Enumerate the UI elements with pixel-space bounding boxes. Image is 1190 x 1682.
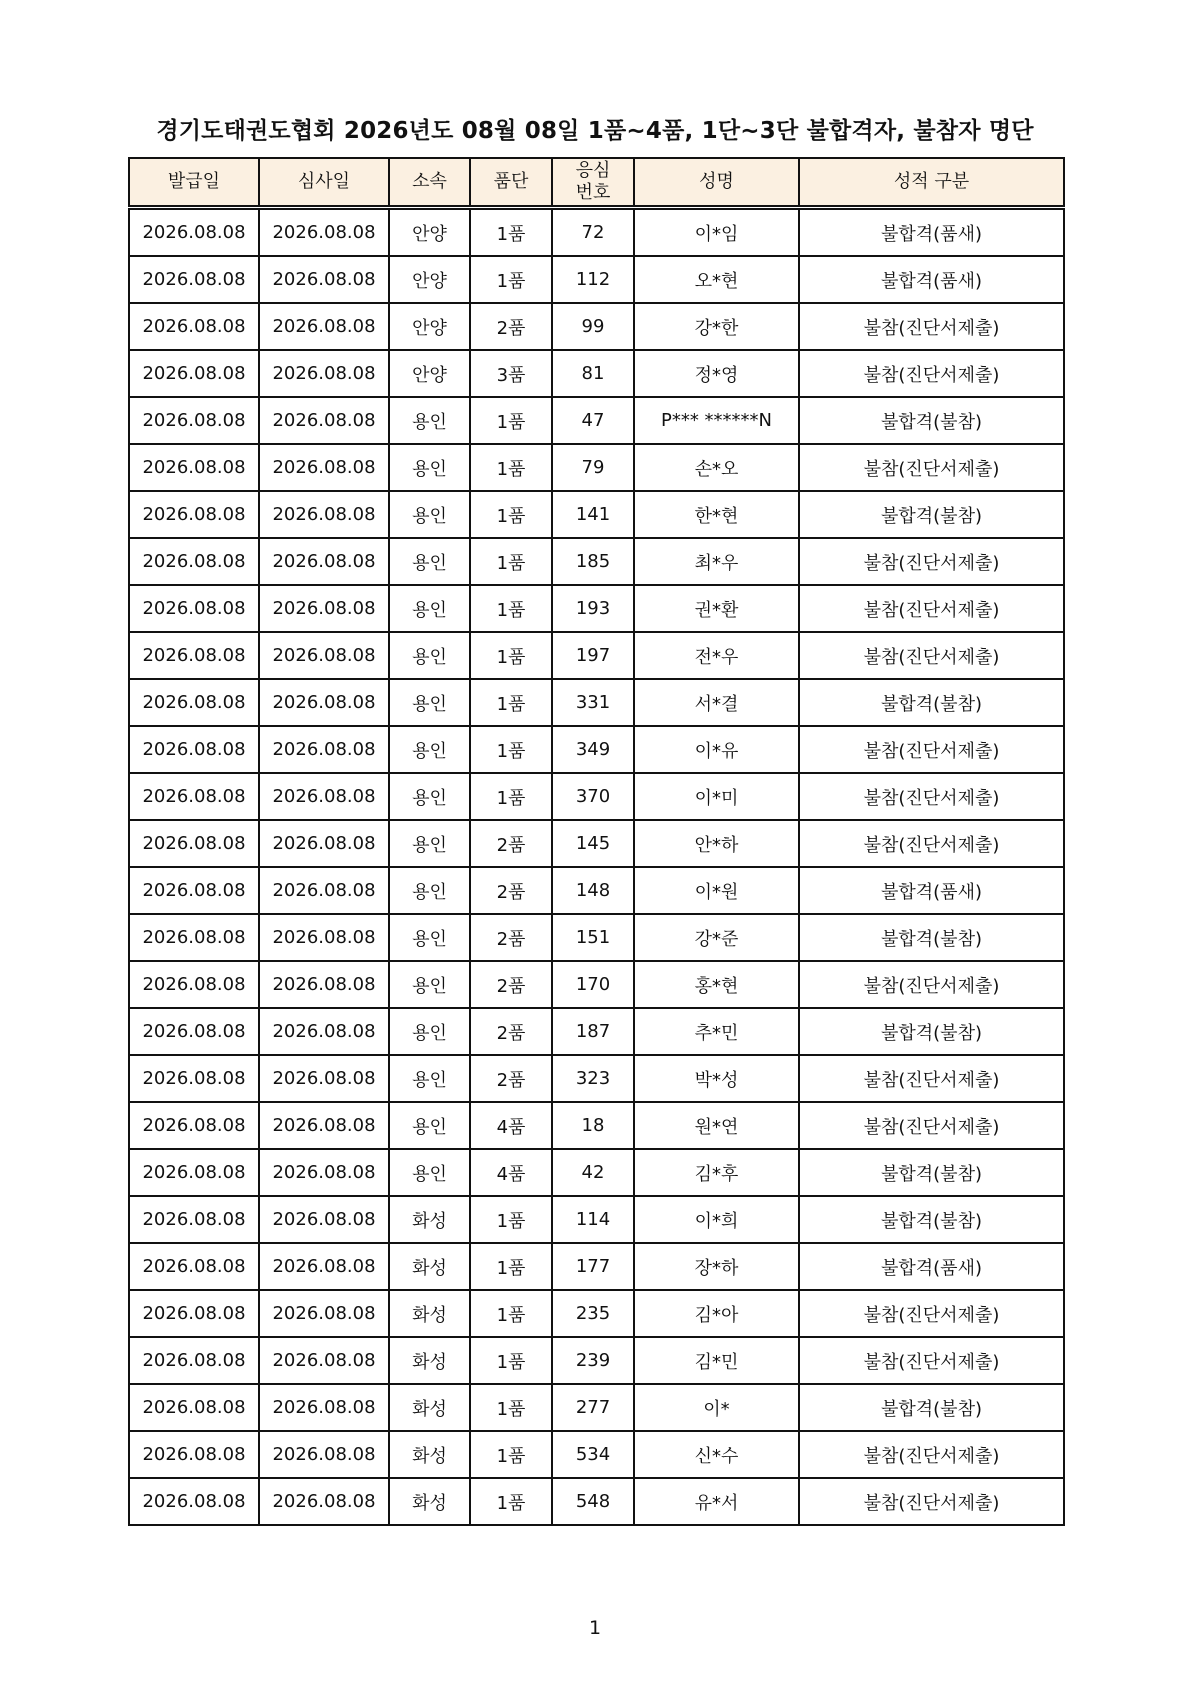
name-cell: 김*아	[634, 1290, 799, 1337]
exam-date-cell: 2026.08.08	[259, 961, 389, 1008]
table-row	[129, 1384, 1064, 1431]
branch-cell: 용인	[389, 538, 470, 585]
rank-cell: 2품	[470, 303, 552, 350]
table-row	[129, 632, 1064, 679]
exam-number-cell: 187	[552, 1008, 634, 1055]
page-title: 경기도태권도협회 2026년도 08월 08일 1품~4품, 1단~3단 불합격자, 불참자 명단	[156, 118, 1034, 144]
header-exam-number-line1: 응심	[575, 160, 611, 181]
issue-date-cell: 2026.08.08	[129, 1337, 259, 1384]
result-cell: 불참(진단서제출)	[799, 820, 1064, 867]
header-name: 성명	[634, 158, 799, 208]
name-cell: 김*민	[634, 1337, 799, 1384]
issue-date-cell: 2026.08.08	[129, 208, 259, 257]
branch-cell: 용인	[389, 1008, 470, 1055]
exam-date-cell: 2026.08.08	[259, 1008, 389, 1055]
branch-cell: 화성	[389, 1478, 470, 1525]
branch-cell: 용인	[389, 491, 470, 538]
results-table	[128, 157, 1065, 1526]
name-cell: 이*원	[634, 867, 799, 914]
branch-cell: 용인	[389, 397, 470, 444]
exam-date-cell: 2026.08.08	[259, 867, 389, 914]
exam-number-cell: 42	[552, 1149, 634, 1196]
exam-date-cell: 2026.08.08	[259, 1431, 389, 1478]
issue-date-cell: 2026.08.08	[129, 256, 259, 303]
exam-number-cell: 151	[552, 914, 634, 961]
exam-number-cell: 534	[552, 1431, 634, 1478]
name-cell: P*** ******N	[634, 397, 799, 444]
header-rank: 품단	[470, 158, 552, 208]
branch-cell: 화성	[389, 1431, 470, 1478]
exam-date-cell: 2026.08.08	[259, 679, 389, 726]
table-row	[129, 867, 1064, 914]
result-cell: 불합격(품새)	[799, 1243, 1064, 1290]
exam-number-cell: 141	[552, 491, 634, 538]
name-cell: 정*영	[634, 350, 799, 397]
result-cell: 불참(진단서제출)	[799, 1337, 1064, 1384]
rank-cell: 1품	[470, 726, 552, 773]
result-cell: 불참(진단서제출)	[799, 1055, 1064, 1102]
result-cell: 불합격(불참)	[799, 1149, 1064, 1196]
exam-number-cell: 370	[552, 773, 634, 820]
exam-number-cell: 18	[552, 1102, 634, 1149]
exam-date-cell: 2026.08.08	[259, 350, 389, 397]
branch-cell: 용인	[389, 867, 470, 914]
issue-date-cell: 2026.08.08	[129, 1008, 259, 1055]
rank-cell: 1품	[470, 1290, 552, 1337]
issue-date-cell: 2026.08.08	[129, 1243, 259, 1290]
branch-cell: 용인	[389, 726, 470, 773]
issue-date-cell: 2026.08.08	[129, 1196, 259, 1243]
result-cell: 불참(진단서제출)	[799, 773, 1064, 820]
name-cell: 강*준	[634, 914, 799, 961]
table-row	[129, 1008, 1064, 1055]
result-cell: 불합격(불참)	[799, 1384, 1064, 1431]
name-cell: 서*결	[634, 679, 799, 726]
issue-date-cell: 2026.08.08	[129, 585, 259, 632]
result-cell: 불합격(불참)	[799, 1196, 1064, 1243]
branch-cell: 용인	[389, 632, 470, 679]
exam-number-cell: 548	[552, 1478, 634, 1525]
table-row	[129, 726, 1064, 773]
rank-cell: 1품	[470, 1431, 552, 1478]
exam-number-cell: 170	[552, 961, 634, 1008]
result-cell: 불합격(불참)	[799, 679, 1064, 726]
exam-number-cell: 114	[552, 1196, 634, 1243]
rank-cell: 3품	[470, 350, 552, 397]
result-cell: 불참(진단서제출)	[799, 632, 1064, 679]
rank-cell: 2품	[470, 820, 552, 867]
name-cell: 박*성	[634, 1055, 799, 1102]
branch-cell: 용인	[389, 585, 470, 632]
issue-date-cell: 2026.08.08	[129, 1102, 259, 1149]
table-header-row	[129, 158, 1064, 208]
issue-date-cell: 2026.08.08	[129, 491, 259, 538]
exam-date-cell: 2026.08.08	[259, 491, 389, 538]
table-row	[129, 773, 1064, 820]
table-row	[129, 961, 1064, 1008]
header-exam-date: 심사일	[259, 158, 389, 208]
branch-cell: 용인	[389, 444, 470, 491]
name-cell: 한*현	[634, 491, 799, 538]
exam-date-cell: 2026.08.08	[259, 632, 389, 679]
result-cell: 불참(진단서제출)	[799, 1478, 1064, 1525]
rank-cell: 1품	[470, 397, 552, 444]
branch-cell: 화성	[389, 1196, 470, 1243]
name-cell: 전*우	[634, 632, 799, 679]
name-cell: 손*오	[634, 444, 799, 491]
issue-date-cell: 2026.08.08	[129, 1149, 259, 1196]
result-cell: 불참(진단서제출)	[799, 726, 1064, 773]
rank-cell: 1품	[470, 1478, 552, 1525]
issue-date-cell: 2026.08.08	[129, 961, 259, 1008]
rank-cell: 2품	[470, 867, 552, 914]
result-cell: 불참(진단서제출)	[799, 585, 1064, 632]
header-issue-date: 발급일	[129, 158, 259, 208]
result-cell: 불참(진단서제출)	[799, 1431, 1064, 1478]
branch-cell: 용인	[389, 1102, 470, 1149]
rank-cell: 2품	[470, 914, 552, 961]
name-cell: 이*	[634, 1384, 799, 1431]
branch-cell: 용인	[389, 1055, 470, 1102]
exam-date-cell: 2026.08.08	[259, 1478, 389, 1525]
branch-cell: 화성	[389, 1384, 470, 1431]
table-row	[129, 585, 1064, 632]
table-row	[129, 679, 1064, 726]
table-row	[129, 1431, 1064, 1478]
issue-date-cell: 2026.08.08	[129, 914, 259, 961]
issue-date-cell: 2026.08.08	[129, 1431, 259, 1478]
exam-date-cell: 2026.08.08	[259, 1102, 389, 1149]
issue-date-cell: 2026.08.08	[129, 350, 259, 397]
table-row	[129, 914, 1064, 961]
rank-cell: 1품	[470, 1196, 552, 1243]
exam-number-cell: 277	[552, 1384, 634, 1431]
issue-date-cell: 2026.08.08	[129, 444, 259, 491]
rank-cell: 1품	[470, 773, 552, 820]
branch-cell: 안양	[389, 256, 470, 303]
branch-cell: 용인	[389, 679, 470, 726]
name-cell: 장*하	[634, 1243, 799, 1290]
table-row	[129, 397, 1064, 444]
table-row	[129, 1055, 1064, 1102]
name-cell: 신*수	[634, 1431, 799, 1478]
name-cell: 권*환	[634, 585, 799, 632]
table-row	[129, 1149, 1064, 1196]
name-cell: 추*민	[634, 1008, 799, 1055]
name-cell: 유*서	[634, 1478, 799, 1525]
exam-number-cell: 323	[552, 1055, 634, 1102]
exam-number-cell: 197	[552, 632, 634, 679]
table-body	[129, 208, 1064, 1526]
name-cell: 오*현	[634, 256, 799, 303]
name-cell: 이*미	[634, 773, 799, 820]
result-cell: 불합격(품새)	[799, 256, 1064, 303]
rank-cell: 4품	[470, 1149, 552, 1196]
issue-date-cell: 2026.08.08	[129, 632, 259, 679]
branch-cell: 화성	[389, 1337, 470, 1384]
exam-date-cell: 2026.08.08	[259, 726, 389, 773]
rank-cell: 2품	[470, 1008, 552, 1055]
exam-number-cell: 193	[552, 585, 634, 632]
name-cell: 최*우	[634, 538, 799, 585]
rank-cell: 1품	[470, 491, 552, 538]
exam-number-cell: 331	[552, 679, 634, 726]
name-cell: 이*희	[634, 1196, 799, 1243]
table-row	[129, 491, 1064, 538]
rank-cell: 2품	[470, 1055, 552, 1102]
issue-date-cell: 2026.08.08	[129, 773, 259, 820]
rank-cell: 1품	[470, 208, 552, 257]
exam-date-cell: 2026.08.08	[259, 1290, 389, 1337]
table-row	[129, 1102, 1064, 1149]
result-cell: 불합격(불참)	[799, 914, 1064, 961]
table-row	[129, 1478, 1064, 1525]
exam-date-cell: 2026.08.08	[259, 1243, 389, 1290]
branch-cell: 용인	[389, 773, 470, 820]
branch-cell: 용인	[389, 961, 470, 1008]
result-cell: 불참(진단서제출)	[799, 1290, 1064, 1337]
name-cell: 안*하	[634, 820, 799, 867]
exam-date-cell: 2026.08.08	[259, 1055, 389, 1102]
rank-cell: 2품	[470, 961, 552, 1008]
exam-date-cell: 2026.08.08	[259, 208, 389, 257]
issue-date-cell: 2026.08.08	[129, 679, 259, 726]
exam-date-cell: 2026.08.08	[259, 1149, 389, 1196]
name-cell: 이*유	[634, 726, 799, 773]
result-cell: 불합격(품새)	[799, 208, 1064, 257]
rank-cell: 1품	[470, 444, 552, 491]
exam-date-cell: 2026.08.08	[259, 303, 389, 350]
branch-cell: 안양	[389, 208, 470, 257]
header-exam-number-line2: 번호	[575, 182, 611, 203]
rank-cell: 1품	[470, 256, 552, 303]
result-cell: 불참(진단서제출)	[799, 1102, 1064, 1149]
table-row	[129, 538, 1064, 585]
exam-number-cell: 145	[552, 820, 634, 867]
result-cell: 불참(진단서제출)	[799, 303, 1064, 350]
issue-date-cell: 2026.08.08	[129, 1055, 259, 1102]
table-row	[129, 444, 1064, 491]
rank-cell: 4품	[470, 1102, 552, 1149]
branch-cell: 안양	[389, 350, 470, 397]
exam-date-cell: 2026.08.08	[259, 820, 389, 867]
exam-date-cell: 2026.08.08	[259, 585, 389, 632]
exam-number-cell: 185	[552, 538, 634, 585]
issue-date-cell: 2026.08.08	[129, 1290, 259, 1337]
issue-date-cell: 2026.08.08	[129, 867, 259, 914]
header-branch: 소속	[389, 158, 470, 208]
table-row	[129, 820, 1064, 867]
exam-date-cell: 2026.08.08	[259, 914, 389, 961]
exam-date-cell: 2026.08.08	[259, 1196, 389, 1243]
table-row	[129, 1243, 1064, 1290]
exam-date-cell: 2026.08.08	[259, 444, 389, 491]
exam-number-cell: 81	[552, 350, 634, 397]
issue-date-cell: 2026.08.08	[129, 820, 259, 867]
exam-number-cell: 148	[552, 867, 634, 914]
result-cell: 불합격(불참)	[799, 397, 1064, 444]
rank-cell: 1품	[470, 585, 552, 632]
result-cell: 불참(진단서제출)	[799, 961, 1064, 1008]
exam-number-cell: 177	[552, 1243, 634, 1290]
name-cell: 이*임	[634, 208, 799, 257]
branch-cell: 안양	[389, 303, 470, 350]
result-cell: 불참(진단서제출)	[799, 538, 1064, 585]
issue-date-cell: 2026.08.08	[129, 726, 259, 773]
header-result: 성적 구분	[799, 158, 1064, 208]
issue-date-cell: 2026.08.08	[129, 303, 259, 350]
exam-date-cell: 2026.08.08	[259, 256, 389, 303]
rank-cell: 1품	[470, 1384, 552, 1431]
exam-date-cell: 2026.08.08	[259, 1384, 389, 1431]
page-number: 1	[588, 1617, 602, 1639]
table-row	[129, 1337, 1064, 1384]
exam-number-cell: 99	[552, 303, 634, 350]
exam-date-cell: 2026.08.08	[259, 538, 389, 585]
result-cell: 불합격(불참)	[799, 1008, 1064, 1055]
rank-cell: 1품	[470, 1337, 552, 1384]
header-exam-number	[552, 158, 634, 208]
exam-number-cell: 79	[552, 444, 634, 491]
rank-cell: 1품	[470, 1243, 552, 1290]
issue-date-cell: 2026.08.08	[129, 538, 259, 585]
exam-number-cell: 112	[552, 256, 634, 303]
exam-number-cell: 235	[552, 1290, 634, 1337]
table-row	[129, 256, 1064, 303]
exam-number-cell: 72	[552, 208, 634, 257]
exam-date-cell: 2026.08.08	[259, 397, 389, 444]
branch-cell: 화성	[389, 1290, 470, 1337]
table-row	[129, 208, 1064, 257]
exam-date-cell: 2026.08.08	[259, 1337, 389, 1384]
issue-date-cell: 2026.08.08	[129, 1384, 259, 1431]
exam-number-cell: 349	[552, 726, 634, 773]
exam-number-cell: 47	[552, 397, 634, 444]
table-row	[129, 1196, 1064, 1243]
result-cell: 불참(진단서제출)	[799, 350, 1064, 397]
result-cell: 불합격(불참)	[799, 491, 1064, 538]
table-row	[129, 350, 1064, 397]
name-cell: 홍*현	[634, 961, 799, 1008]
exam-number-cell: 239	[552, 1337, 634, 1384]
name-cell: 강*한	[634, 303, 799, 350]
exam-date-cell: 2026.08.08	[259, 773, 389, 820]
name-cell: 원*연	[634, 1102, 799, 1149]
rank-cell: 1품	[470, 632, 552, 679]
rank-cell: 1품	[470, 679, 552, 726]
branch-cell: 용인	[389, 1149, 470, 1196]
result-cell: 불참(진단서제출)	[799, 444, 1064, 491]
issue-date-cell: 2026.08.08	[129, 397, 259, 444]
result-cell: 불합격(품새)	[799, 867, 1064, 914]
table-row	[129, 303, 1064, 350]
branch-cell: 용인	[389, 820, 470, 867]
table-row	[129, 1290, 1064, 1337]
name-cell: 김*후	[634, 1149, 799, 1196]
branch-cell: 화성	[389, 1243, 470, 1290]
branch-cell: 용인	[389, 914, 470, 961]
issue-date-cell: 2026.08.08	[129, 1478, 259, 1525]
rank-cell: 1품	[470, 538, 552, 585]
